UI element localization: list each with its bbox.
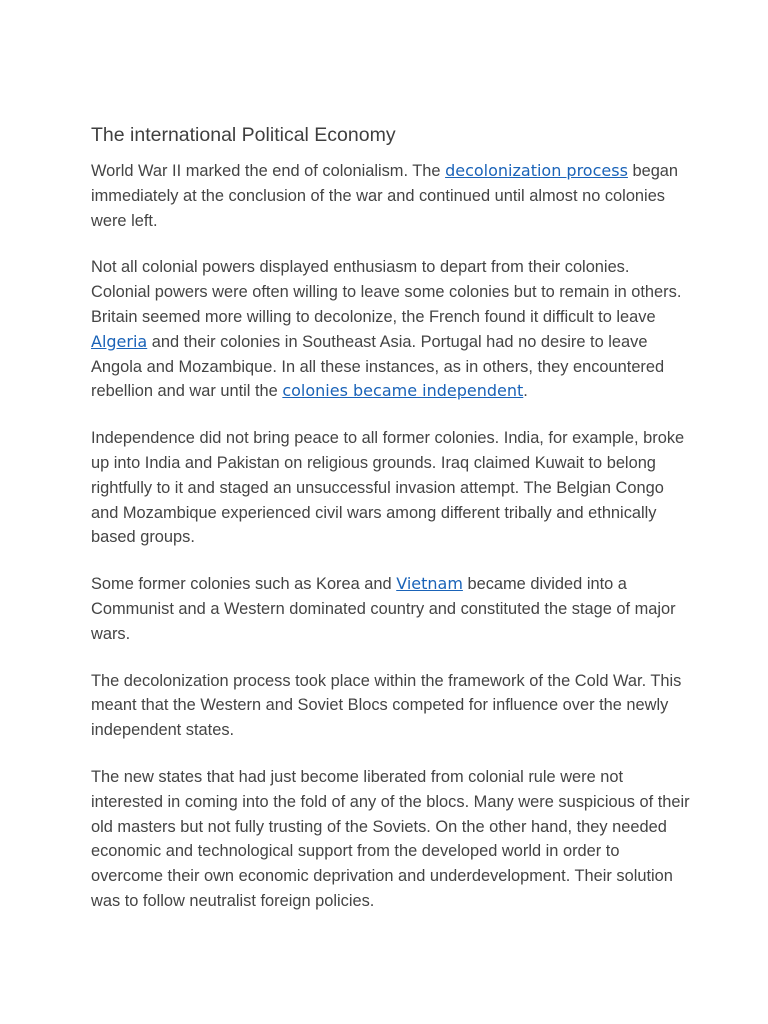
colonies-became-independent-link[interactable]: colonies became independent bbox=[282, 381, 524, 401]
paragraph-2 bbox=[91, 255, 691, 404]
vietnam-link[interactable]: Vietnam bbox=[396, 574, 463, 594]
paragraph-text: The new states that had just become liberated from colonial rule were not interested in coming into the fold of any of the blocs. Many were suspicious of their old masters but not fully trusting of the Soviets. On the other hand, they needed economic and technological support from the developed world in order to overcome their own economic deprivation and underdevelopment. Their solution was to follow neutralist foreign policies. bbox=[91, 767, 690, 910]
paragraph-6 bbox=[91, 765, 691, 914]
document-title: The international Political Economy bbox=[91, 124, 396, 146]
decolonization-process-link[interactable]: decolonization process bbox=[445, 161, 628, 180]
paragraph-text: Some former colonies such as Korea and bbox=[91, 575, 397, 594]
paragraph-text: World War II marked the end of colonialism. The bbox=[91, 162, 446, 180]
paragraph-text: became divided into a Communist and a Western dominated country and constituted the stage of major wars. bbox=[91, 575, 676, 643]
paragraph-text: . bbox=[523, 382, 528, 401]
paragraph-3 bbox=[91, 426, 691, 550]
paragraph-5 bbox=[91, 669, 691, 743]
paragraph-1 bbox=[91, 159, 691, 233]
document-page bbox=[91, 122, 691, 936]
paragraph-text: began immediately at the conclusion of the war and continued until almost no colonies were left. bbox=[91, 162, 679, 230]
paragraph-text: Independence did not bring peace to all former colonies. India, for example, broke up into India and Pakistan on religious grounds. Iraq claimed Kuwait to belong rightfully to it and staged an unsuccessful invasion attempt. The Belgian Congo and Mozambique experienced civil wars among different tribally and ethnically based groups. bbox=[91, 429, 685, 547]
algeria-link[interactable]: Algeria bbox=[91, 331, 148, 351]
paragraph-4 bbox=[91, 572, 691, 646]
paragraph-text: Not all colonial powers displayed enthusiasm to depart from their colonies. Colonial powers were often willing to leave some colonies but to remain in others. Britain seemed more willing to decolonize, the French found it difficult to leave bbox=[91, 258, 682, 326]
paragraph-text: and their colonies in Southeast Asia. Portugal had no desire to leave Angola and Mozambique. In all these instances, as in others, they encountered rebellion and war until the bbox=[91, 332, 665, 401]
paragraph-text: The decolonization process took place within the framework of the Cold War. This meant that the Western and Soviet Blocs competed for influence over the newly independent states. bbox=[91, 671, 682, 740]
